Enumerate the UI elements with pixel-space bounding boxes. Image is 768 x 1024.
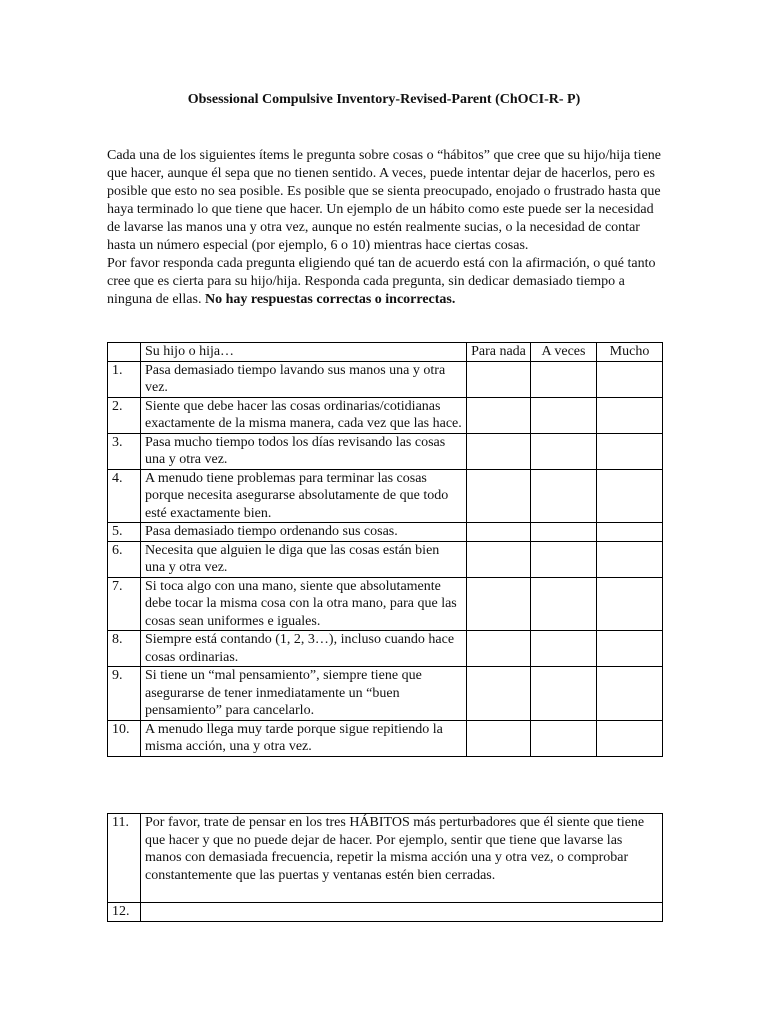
table-row [108,541,663,577]
answer-cell-mucho[interactable] [597,469,663,523]
item-number: 1. [108,361,141,397]
table-row [108,469,663,523]
answer-cell-mucho[interactable] [597,720,663,756]
item-text: Siempre está contando (1, 2, 3…), incluso cuando hace cosas ordinarias. [141,631,467,667]
answer-cell-a-veces[interactable] [531,433,597,469]
answer-cell-para-nada[interactable] [467,523,531,542]
answer-cell-mucho[interactable] [597,397,663,433]
header-mucho: Mucho [597,343,663,362]
answer-cell-para-nada[interactable] [467,577,531,631]
answer-cell-a-veces[interactable] [531,667,597,721]
table-row [108,631,663,667]
table-row [108,523,663,542]
item-text: Necesita que alguien le diga que las cosas están bien una y otra vez. [141,541,467,577]
item-number: 7. [108,577,141,631]
answer-cell-a-veces[interactable] [531,361,597,397]
answer-cell-a-veces[interactable] [531,631,597,667]
question-12-row [108,903,663,922]
item-number: 9. [108,667,141,721]
followup-table [107,813,663,922]
answer-cell-mucho[interactable] [597,361,663,397]
item-text: Siente que debe hacer las cosas ordinarias/cotidianas exactamente de la misma manera, cada vez que las hace. [141,397,467,433]
table-row [108,361,663,397]
answer-cell-para-nada[interactable] [467,541,531,577]
table-row [108,433,663,469]
header-number-cell [108,343,141,362]
answer-cell-a-veces[interactable] [531,541,597,577]
answer-cell-mucho[interactable] [597,667,663,721]
table-row [108,577,663,631]
answer-cell-a-veces[interactable] [531,397,597,433]
instructions-text: Por favor responda cada pregunta eligiendo qué tan de acuerdo está con la afirmación, o qué tanto cree que es cierta para su hijo/hija. Responda cada pregunta, sin dedicar demasiado tiempo a ninguna de ellas. [107,256,656,307]
table-row [108,667,663,721]
header-para-nada: Para nada [467,343,531,362]
answer-cell-mucho[interactable] [597,523,663,542]
item-number: 10. [108,720,141,756]
item-text: Pasa mucho tiempo todos los días revisando las cosas una y otra vez. [141,433,467,469]
item-text: Si tiene un “mal pensamiento”, siempre tiene que asegurarse de tener inmediatamente un “buen pensamiento” para cancelarlo. [141,667,467,721]
document-title: Obsessional Compulsive Inventory-Revised-Parent (ChOCI-R- P) [187,92,581,107]
answer-cell-mucho[interactable] [597,541,663,577]
table-row [108,397,663,433]
answer-cell-para-nada[interactable] [467,433,531,469]
answer-cell-a-veces[interactable] [531,577,597,631]
answer-cell-mucho[interactable] [597,631,663,667]
item-text: A menudo tiene problemas para terminar las cosas porque necesita asegurarse absolutamente de que todo esté exactamente bien. [141,469,467,523]
instructions-bold-note: No hay respuestas correctas o incorrectas. [204,292,456,307]
item-number: 8. [108,631,141,667]
item-number: 5. [108,523,141,542]
question-12-answer-field[interactable] [141,903,663,922]
table-row [108,720,663,756]
instructions [107,147,667,309]
item-number: 4. [108,469,141,523]
question-11-text: Por favor, trate de pensar en los tres HÁBITOS más perturbadores que él siente que tiene que hacer y que no puede dejar de hacer. Por ejemplo, sentir que tiene que lavarse las manos con demasiada frecuencia, repetir la misma acción una y otra vez, o comprobar constantemente que las puertas y ventanas estén bien cerradas. [141,814,663,903]
answer-cell-mucho[interactable] [597,433,663,469]
question-11-number: 11. [108,814,141,903]
answer-cell-para-nada[interactable] [467,397,531,433]
answer-cell-para-nada[interactable] [467,631,531,667]
answer-cell-para-nada[interactable] [467,361,531,397]
answer-cell-para-nada[interactable] [467,720,531,756]
item-text: A menudo llega muy tarde porque sigue repitiendo la misma acción, una y otra vez. [141,720,467,756]
question-11-row [108,814,663,903]
answer-cell-a-veces[interactable] [531,720,597,756]
item-text: Si toca algo con una mano, siente que absolutamente debe tocar la misma cosa con la otra mano, para que las cosas sean uniformes e iguales. [141,577,467,631]
questionnaire-table [107,342,663,757]
instructions-paragraph-1: Cada una de los siguientes ítems le pregunta sobre cosas o “hábitos” que cree que su hijo/hija tiene que hacer, aunque él sepa que no tienen sentido. A veces, puede intentar dejar de hacerlos, pero es posible que esto no sea posible. Es posible que se sienta preocupado, enojado o frustrado hasta que haya terminado lo que tiene que hacer. Un ejemplo de un hábito como este puede ser la necesidad de lavarse las manos una y otra vez, aunque no estén realmente sucias, o la necesidad de contar hasta un número especial (por ejemplo, 6 o 10) mientras hace ciertas cosas. [107,148,662,253]
item-number: 2. [108,397,141,433]
item-number: 6. [108,541,141,577]
answer-cell-a-veces[interactable] [531,469,597,523]
question-12-number: 12. [108,903,141,922]
answer-cell-mucho[interactable] [597,577,663,631]
instructions-paragraph-2 [107,255,667,309]
item-text: Pasa demasiado tiempo ordenando sus cosas. [141,523,467,542]
item-text: Pasa demasiado tiempo lavando sus manos una y otra vez. [141,361,467,397]
table-header-row [108,343,663,362]
answer-cell-para-nada[interactable] [467,667,531,721]
header-item: Su hijo o hija… [141,343,467,362]
answer-cell-a-veces[interactable] [531,523,597,542]
header-a-veces: A veces [531,343,597,362]
item-number: 3. [108,433,141,469]
answer-cell-para-nada[interactable] [467,469,531,523]
